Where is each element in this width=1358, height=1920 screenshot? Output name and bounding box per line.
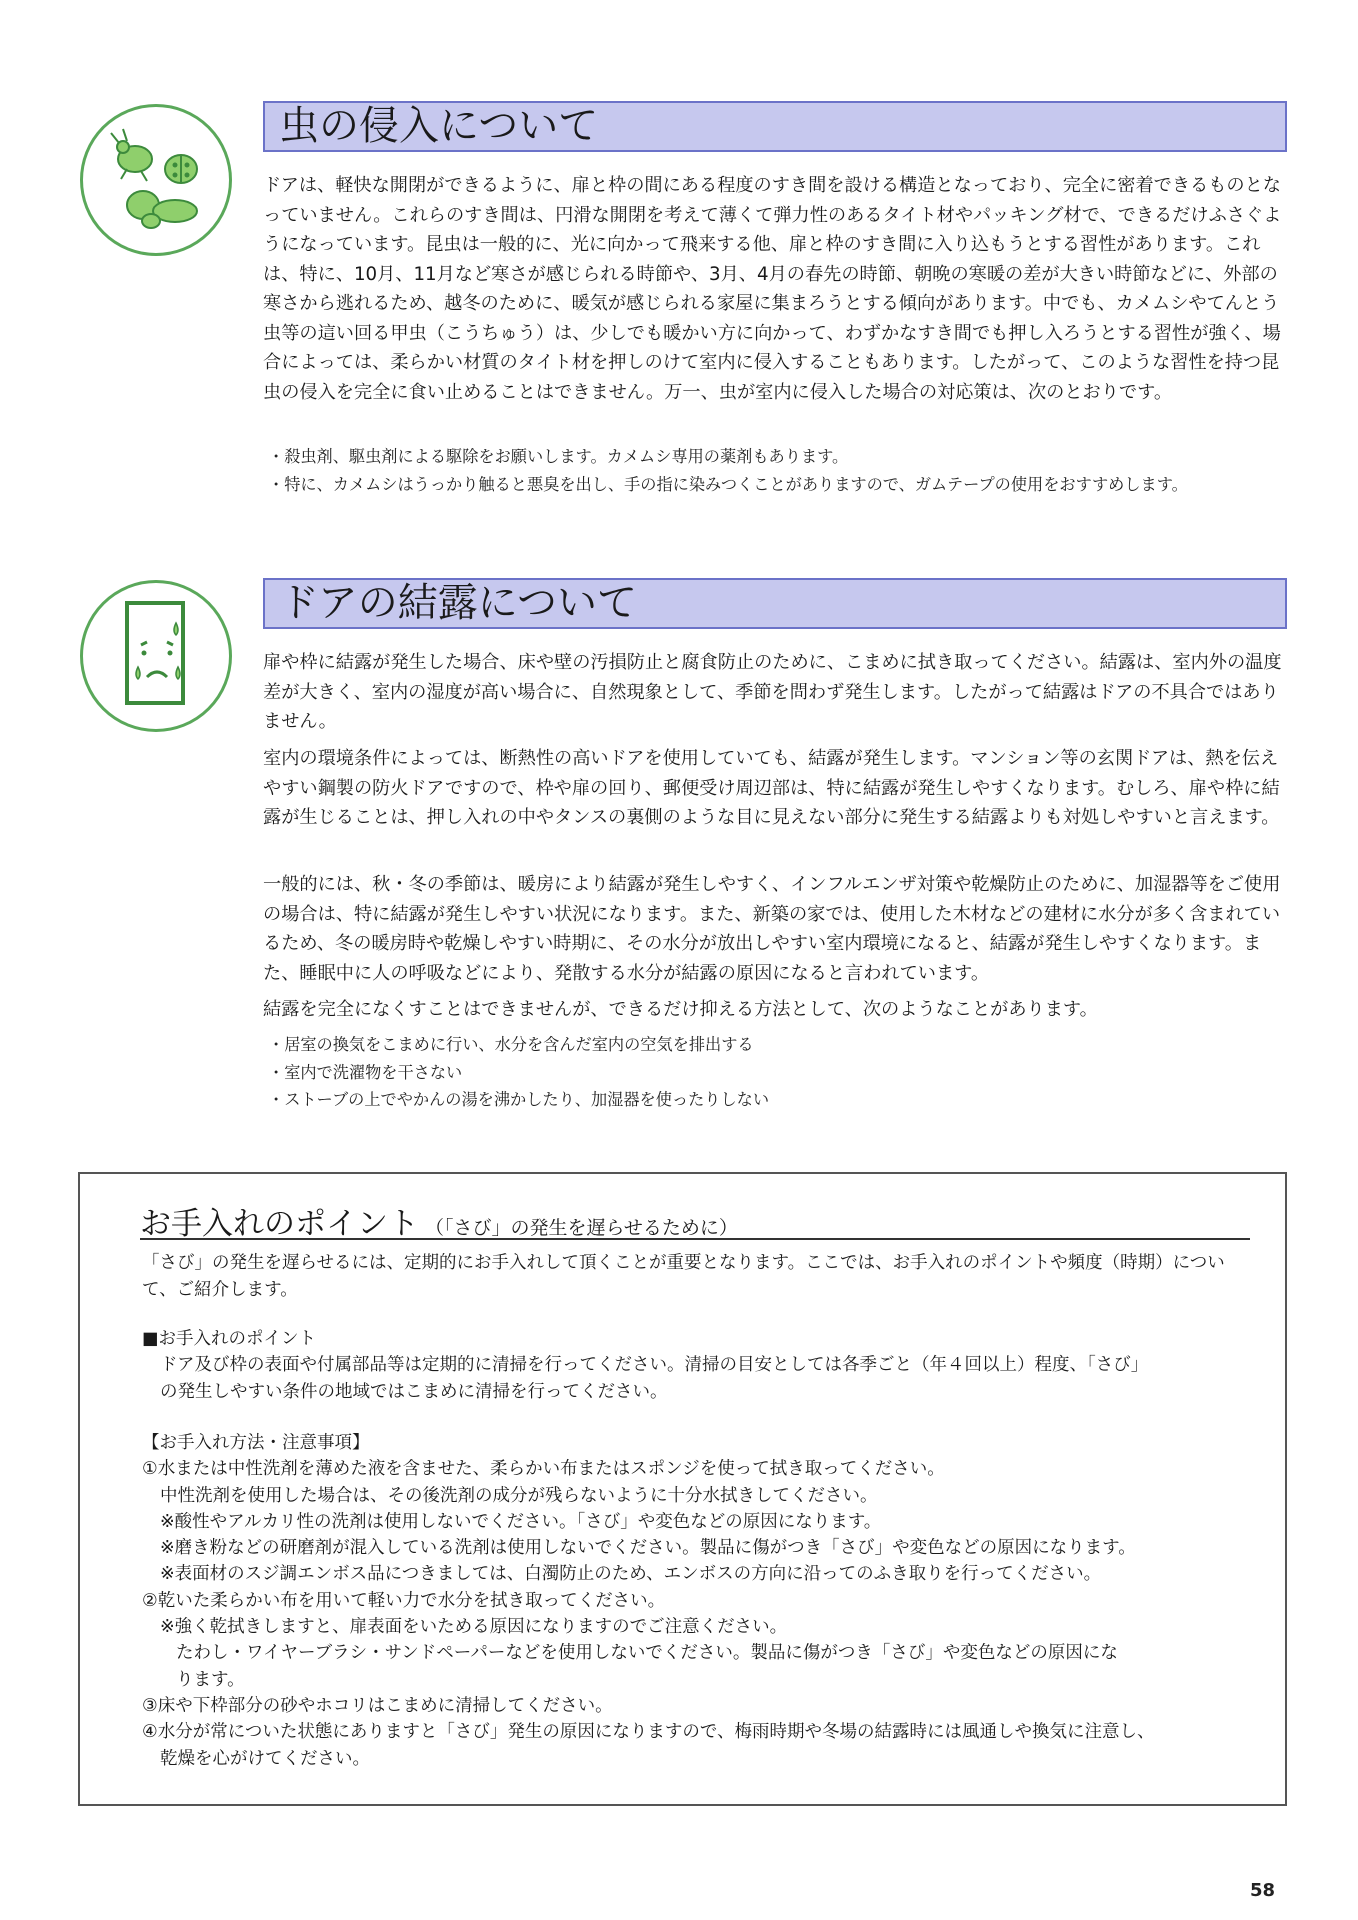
list-item: 中性洗剤を使用した場合は、その後洗剤の成分が残らないように十分水拭きしてください。	[160, 1485, 878, 1506]
section-heading-insects: 虫の侵入について	[263, 101, 1287, 152]
care-method-heading: 【お手入れ方法・注意事項】	[142, 1433, 370, 1453]
care-title-sub: （「さび」の発生を遅らせるために）	[425, 1217, 738, 1239]
section-heading-condensation: ドアの結露について	[263, 578, 1287, 629]
insects-bullet-list	[268, 443, 1288, 498]
list-item: ります。	[176, 1669, 245, 1690]
insects-paragraph: ドアは、軽快な開閉ができるように、扉と枠の間にある程度のすき間を設ける構造となっており、完全に密着できるものとなっていません。これらのすき間は、円滑な開閉を考えて薄くて弾力性のあるタイト材やパッキング材で、できるだけふさぐようになっています。昆虫は一般的に、光に向かって飛来する他、扉と枠のすき間に入り込もうとする習性があります。これは、特に、10月、11月など寒さが感じられる時節や、3月、4月の春先の時節、朝晩の寒暖の差が大きい時節などに、外部の寒さから逃れるため、越冬のために、暖気が感じられる家屋に集まろうとする傾向があります。中でも、カメムシやてんとう虫等の這い回る甲虫（こうちゅう）は、少しでも暖かい方に向かって、わずかなすき間でも押し入ろうとする習性が強く、場合によっては、柔らかい材質のタイト材を押しのけて室内に侵入することもあります。したがって、このような習性を持つ昆虫の侵入を完全に食い止めることはできません。万一、虫が室内に侵入した場合の対応策は、次のとおりです。	[263, 175, 1282, 403]
list-item: ・ 室内で洗濯物を干さない	[268, 1059, 1288, 1087]
list-item: ※強く乾拭きしますと、扉表面をいためる原因になりますのでご注意ください。	[160, 1617, 788, 1638]
list-item: ①水または中性洗剤を薄めた液を含ませた、柔らかい布またはスポンジを使って拭き取ってください。	[142, 1459, 945, 1480]
list-item: ②乾いた柔らかい布を用いて軽い力で水分を拭き取ってください。	[142, 1590, 666, 1611]
page-number: 58	[1250, 1880, 1276, 1901]
list-item: ・ 居室の換気をこまめに行い、水分を含んだ室内の空気を排出する	[268, 1031, 1288, 1059]
door-condensation-icon	[83, 583, 229, 729]
condensation-paragraph-3: 一般的には、秋・冬の季節は、暖房により結露が発生しやすく、インフルエンザ対策や乾燥防止のために、加湿器等をご使用の場合は、特に結露が発生しやすい状況になります。また、新築の家では、使用した木材などの建材に水分が多く含まれているため、冬の暖房時や乾燥しやすい時期に、その水分が放出しやすい室内環境になると、結露が発生しやすくなります。また、睡眠中に人の呼吸などにより、発散する水分が結露の原因になると言われています。	[263, 874, 1281, 984]
list-item: ・ 特に、カメムシはうっかり触ると悪臭を出し、手の指に染みつくことがありますので、ガムテープの使用をおすすめします。	[268, 471, 1288, 499]
condensation-paragraph-2: 室内の環境条件によっては、断熱性の高いドアを使用していても、結露が発生します。マンション等の玄関ドアは、熱を伝えやすい鋼製の防火ドアですので、枠や扉の回り、郵便受け周辺部は、特に結露が発生しやすくなります。むしろ、扉や枠に結露が生じることは、押し入れの中やタンスの裏側のような目に見えない部分に発生する結露よりも対処しやすいと言えます。	[263, 748, 1280, 828]
care-point-heading: ■お手入れのポイント	[142, 1329, 317, 1349]
list-item: ・ ストーブの上でやかんの湯を沸かしたり、加湿器を使ったりしない	[268, 1086, 1288, 1114]
care-intro: 「さび」の発生を遅らせるには、定期的にお手入れして頂くことが重要となります。ここでは、お手入れのポイントや頻度（時期）について、ご紹介します。	[142, 1253, 1225, 1300]
list-item: ・ 殺虫剤、駆虫剤による駆除をお願いします。カメムシ専用の薬剤もあります。	[268, 443, 1288, 471]
list-item: ドア及び枠の表面や付属部品等は定期的に清掃を行ってください。清掃の目安としては各季ごと（年４回以上）程度、「さび」	[160, 1355, 1149, 1376]
care-method-section	[142, 1430, 1262, 1772]
condensation-illustration-icon	[80, 580, 232, 732]
insects-icon	[83, 107, 229, 253]
list-item: ※磨き粉などの研磨剤が混入している洗剤は使用しないでください。製品に傷がつき「さび」や変色などの原因になります。	[160, 1538, 1136, 1559]
condensation-paragraph-4: 結露を完全になくすことはできませんが、できるだけ抑える方法として、次のようなことがあります。	[263, 999, 1098, 1020]
list-item: ※表面材のスジ調エンボス品につきましては、白濁防止のため、エンボスの方向に沿ってのふき取りを行ってください。	[160, 1564, 1102, 1585]
insect-illustration-icon	[80, 104, 232, 256]
care-title-main: お手入れのポイント	[140, 1206, 419, 1242]
list-item: の発生しやすい条件の地域ではこまめに清掃を行ってください。	[160, 1381, 668, 1402]
condensation-bullet-list	[268, 1031, 1288, 1114]
care-title	[140, 1198, 1250, 1240]
list-item: ④水分が常についた状態にありますと「さび」発生の原因になりますので、梅雨時期や冬場の結露時には風通しや換気に注意し、	[142, 1722, 1155, 1743]
list-item: 乾燥を心がけてください。	[160, 1748, 370, 1769]
list-item: ③床や下枠部分の砂やホコリはこまめに清掃してください。	[142, 1695, 613, 1716]
care-point-section	[142, 1326, 1262, 1405]
list-item: たわし・ワイヤーブラシ・サンドペーパーなどを使用しないでください。製品に傷がつき「さび」や変色などの原因にな	[176, 1643, 1118, 1664]
list-item: ※酸性やアルカリ性の洗剤は使用しないでください。「さび」や変色などの原因になります。	[160, 1511, 882, 1532]
care-points-box	[78, 1172, 1287, 1806]
condensation-paragraph-1: 扉や枠に結露が発生した場合、床や壁の汚損防止と腐食防止のために、こまめに拭き取ってください。結露は、室内外の温度差が大きく、室内の湿度が高い場合に、自然現象として、季節を問わず発生します。したがって結露はドアの不具合ではありません。	[263, 652, 1282, 732]
